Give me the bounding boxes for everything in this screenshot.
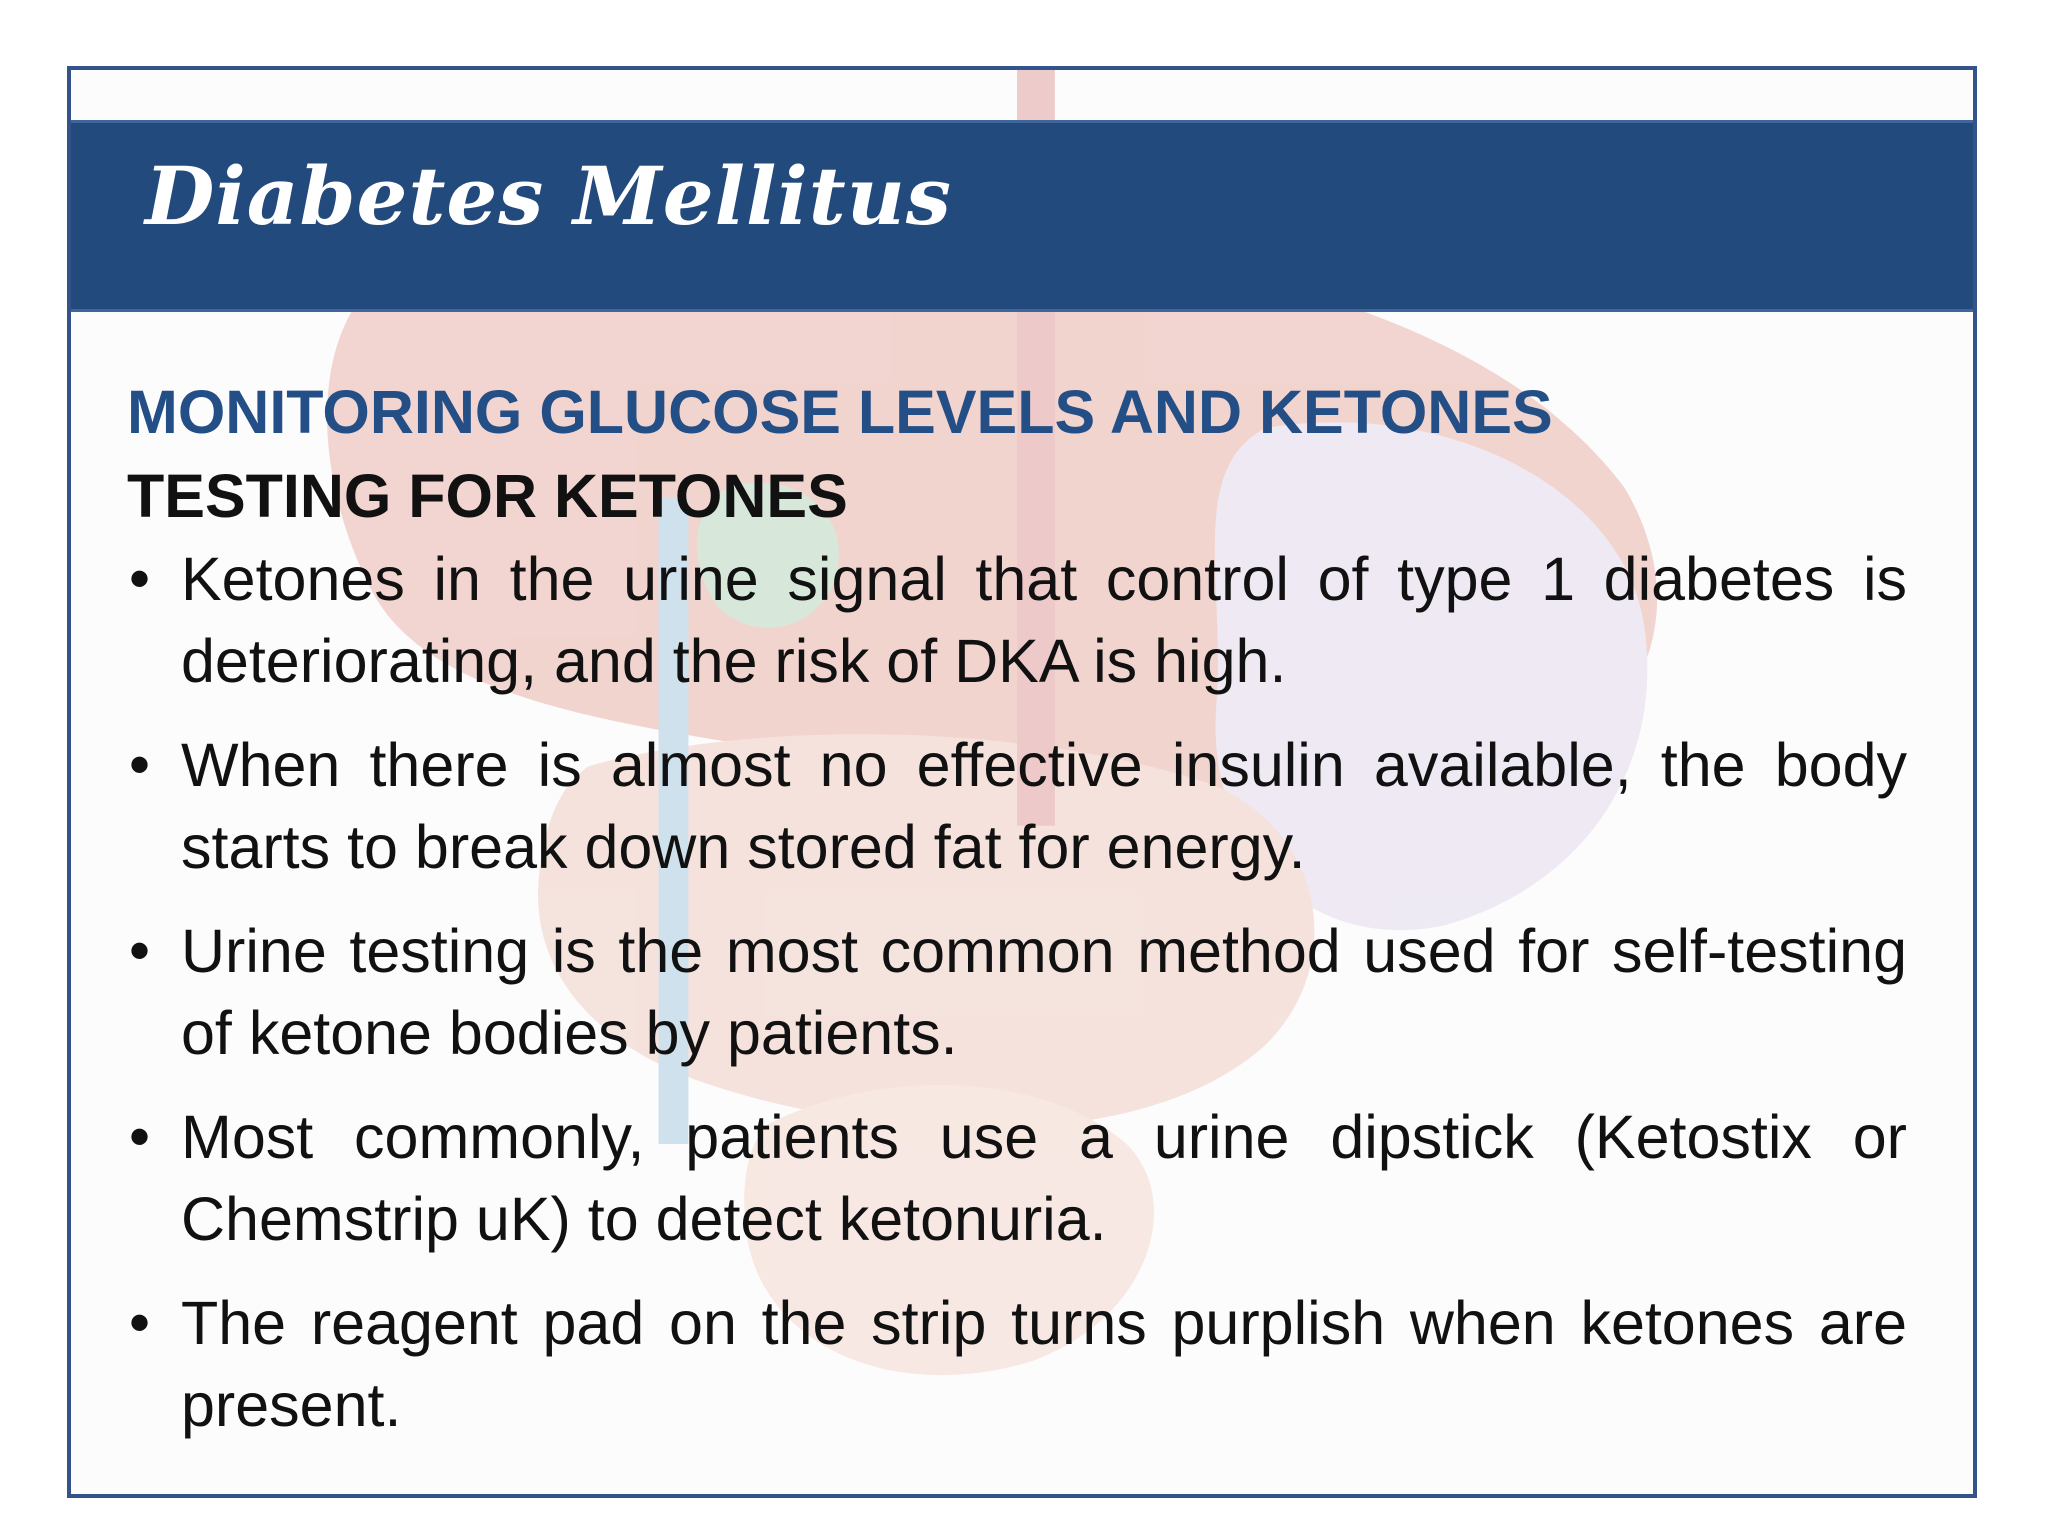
bullet-icon: •	[129, 917, 151, 984]
slide-content	[127, 370, 1907, 1468]
section-heading: MONITORING GLUCOSE LEVELS AND KETONES	[127, 378, 1553, 446]
bullet-text: The reagent pad on the strip turns purplish when ketones are present.	[181, 1289, 1907, 1439]
bullet-text: Most commonly, patients use a urine dipstick (Ketostix or Chemstrip uK) to detect ketonuria.	[181, 1103, 1907, 1253]
title-bar	[71, 120, 1973, 312]
bullet-item	[127, 538, 1907, 702]
bullet-item	[127, 1096, 1907, 1260]
bullet-text: Ketones in the urine signal that control of type 1 diabetes is deteriorating, and the risk of DKA is high.	[181, 545, 1907, 695]
bullet-icon: •	[129, 731, 151, 798]
slide-frame	[67, 66, 1977, 1498]
bullet-icon: •	[129, 545, 151, 612]
bullet-text: Urine testing is the most common method used for self-testing of ketone bodies by patients.	[181, 917, 1907, 1067]
slide-title: Diabetes Mellitus	[145, 149, 952, 243]
bullet-item	[127, 910, 1907, 1074]
sub-heading: TESTING FOR KETONES	[127, 462, 848, 530]
bullet-text: When there is almost no effective insulin available, the body starts to break down stored fat for energy.	[181, 731, 1907, 881]
bullet-item	[127, 724, 1907, 888]
bullet-icon: •	[129, 1103, 151, 1170]
bullet-list	[127, 538, 1907, 1446]
bullet-item	[127, 1282, 1907, 1446]
bullet-icon: •	[129, 1289, 151, 1356]
